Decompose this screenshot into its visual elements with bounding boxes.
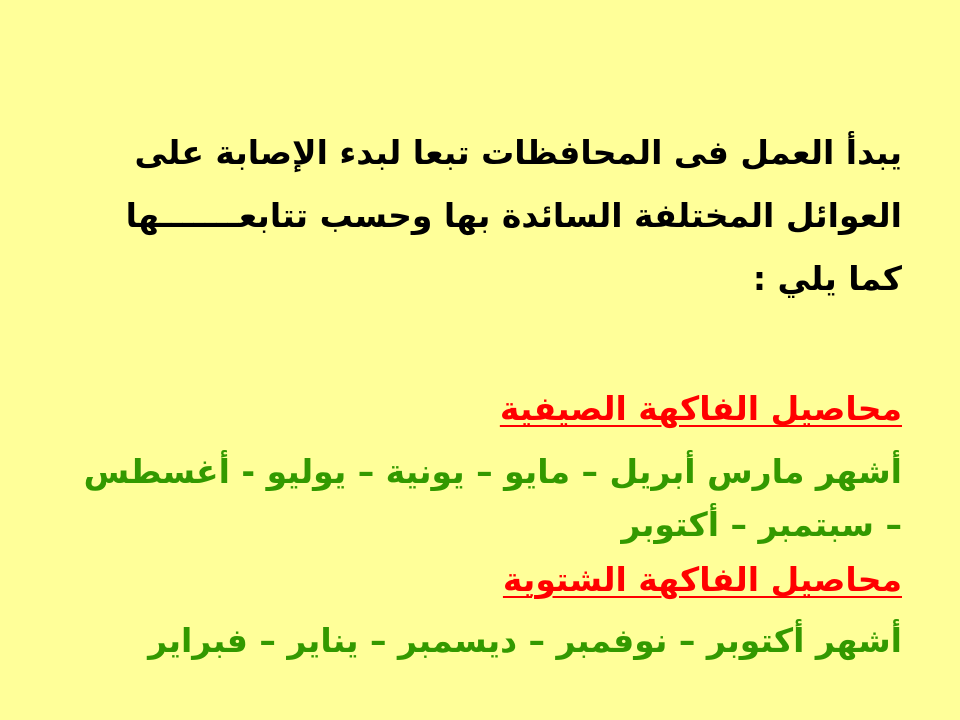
summer-fruits-heading: محاصيل الفاكهة الصيفية — [499, 389, 902, 428]
intro-line-2: العوائل المختلفة السائدة بها وحسب تتابعـــــــها — [125, 196, 902, 235]
winter-months-line-1: أشهر أكتوبر – نوفمبر – ديسمبر – يناير – فبراير — [148, 621, 902, 660]
intro-line-1: يبدأ العمل فى المحافظات تبعا لبدء الإصابة على — [134, 133, 902, 172]
summer-months-line-2: – سبتمبر – أكتوبر — [621, 505, 902, 544]
intro-line-3: كما يلي : — [752, 259, 902, 298]
summer-months-line-1: أشهر مارس أبريل – مايو – يونية – يوليو - أغسطس — [83, 452, 902, 491]
winter-fruits-heading: محاصيل الفاكهة الشتوية — [502, 560, 902, 599]
